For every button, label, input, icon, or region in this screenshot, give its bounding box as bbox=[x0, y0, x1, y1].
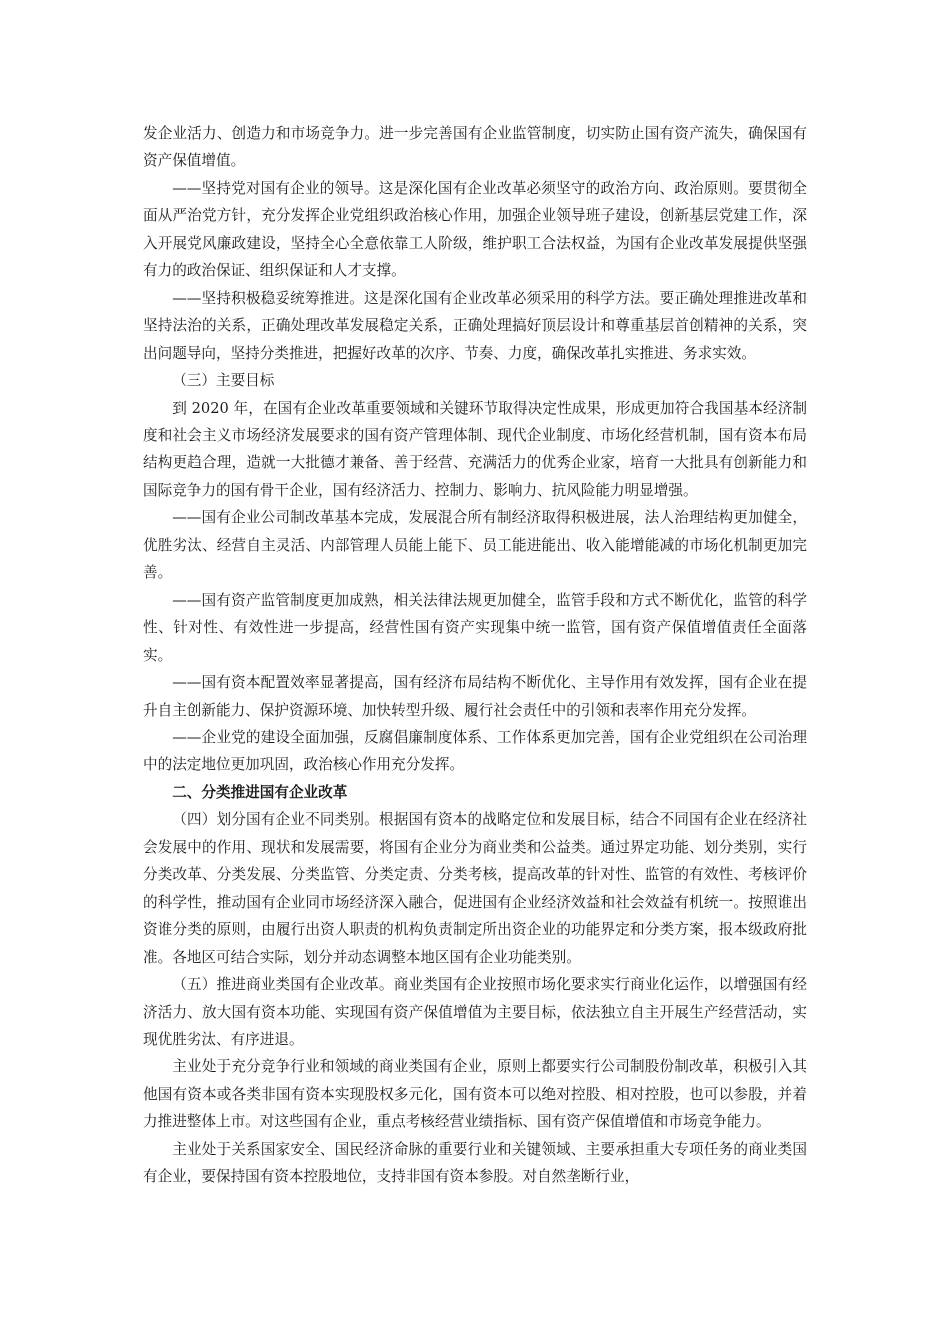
paragraph-goal-capital-allocation: ——国有资本配置效率显著提高，国有经济布局结构不断优化、主导作用有效发挥，国有企业在提升自主创新能力、保护资源环境、加快转型升级、履行社会责任中的引领和表率作用充分发挥。 bbox=[143, 674, 807, 719]
paragraph-goal-party-building: ——企业党的建设全面加强，反腐倡廉制度体系、工作体系更加完善，国有企业党组织在公司治理中的法定地位更加巩固，政治核心作用充分发挥。 bbox=[143, 728, 807, 774]
paragraph-competitive-sectors: 主业处于充分竞争行业和领域的商业类国有企业，原则上都要实行公司制股份制改革，积极引入其他国有资本或各类非国有资本实现股权多元化，国有资本可以绝对控股、相对控股，也可以参股，并着力推进整体上市。对这些国有企业，重点考核经营业绩指标、国有资产保值增值和市场竞争能力。 bbox=[143, 1058, 807, 1131]
paragraph-continuation: 发企业活力、创造力和市场竞争力。进一步完善国有企业监管制度，切实防止国有资产流失，确保国有资产保值增值。 bbox=[143, 125, 807, 170]
document-page bbox=[143, 120, 807, 1191]
paragraph-party-leadership: ——坚持党对国有企业的领导。这是深化国有企业改革必须坚守的政治方向、政治原则。要贯彻全面从严治党方针，充分发挥企业党组织政治核心作用，加强企业领导班子建设，创新基层党建工作，深入开展党风廉政建设，坚持全心全意依靠工人阶级，维护职工合法权益，为国有企业改革发展提供坚强有力的政治保证、组织保证和人才支撑。 bbox=[143, 179, 807, 280]
chapter-heading-classified-reform: 二、分类推进国有企业改革 bbox=[172, 783, 348, 801]
paragraph-classification: （四）划分国有企业不同类别。根据国有资本的战略定位和发展目标，结合不同国有企业在经济社会发展中的作用、现状和发展需要，将国有企业分为商业类和公益类。通过界定功能、划分类别，实行分类改革、分类发展、分类监管、分类定责、分类考核，提高改革的针对性、监管的有效性、考核评价的科学性，推动国有企业同市场经济深入融合，促进国有企业经济效益和社会效益有机统一。按照谁出资谁分类的原则，由履行出资人职责的机构负责制定所出资企业的功能界定和分类方案，报本级政府批准。各地区可结合实际，划分并动态调整本地区国有企业功能类别。 bbox=[143, 811, 807, 966]
paragraph-goal-corporate-reform: ——国有企业公司制改革基本完成，发展混合所有制经济取得积极进展，法人治理结构更加健全，优胜劣汰、经营自主灵活、内部管理人员能上能下、员工能进能出、收入能增能减的市场化机制更加完善。 bbox=[143, 509, 807, 582]
paragraph-goal-2020: 到 2020 年，在国有企业改革重要领域和关键环节取得决定性成果，形成更加符合我国基本经济制度和社会主义市场经济发展要求的国有资产管理体制、现代企业制度、市场化经营机制，国有资本布局结构更趋合理，造就一大批德才兼备、善于经营、充满活力的优秀企业家，培育一大批具有创新能力和国际竞争力的国有骨干企业，国有经济活力、控制力、影响力、抗风险能力明显增强。 bbox=[143, 399, 807, 499]
section-heading-main-goals: （三）主要目标 bbox=[172, 372, 275, 390]
paragraph-goal-supervision: ——国有资产监管制度更加成熟，相关法律法规更加健全，监管手段和方式不断优化，监管的科学性、针对性、有效性进一步提高，经营性国有资产实现集中统一监管，国有资产保值增值责任全面落实。 bbox=[143, 591, 807, 664]
paragraph-steady-progress: ——坚持积极稳妥统筹推进。这是深化国有企业改革必须采用的科学方法。要正确处理推进改革和坚持法治的关系，正确处理改革发展稳定关系，正确处理搞好顶层设计和尊重基层首创精神的关系，突出问题导向，坚持分类推进，把握好改革的次序、节奏、力度，确保改革扎实推进、务求实效。 bbox=[143, 289, 807, 362]
paragraph-commercial-reform: （五）推进商业类国有企业改革。商业类国有企业按照市场化要求实行商业化运作，以增强国有经济活力、放大国有资本功能、实现国有资产保值增值为主要目标，依法独立自主开展生产经营活动，实现优胜劣汰、有序进退。 bbox=[143, 976, 807, 1048]
paragraph-strategic-sectors: 主业处于关系国家安全、国民经济命脉的重要行业和关键领域、主要承担重大专项任务的商业类国有企业，要保持国有资本控股地位，支持非国有资本参股。对自然垄断行业， bbox=[143, 1140, 807, 1186]
